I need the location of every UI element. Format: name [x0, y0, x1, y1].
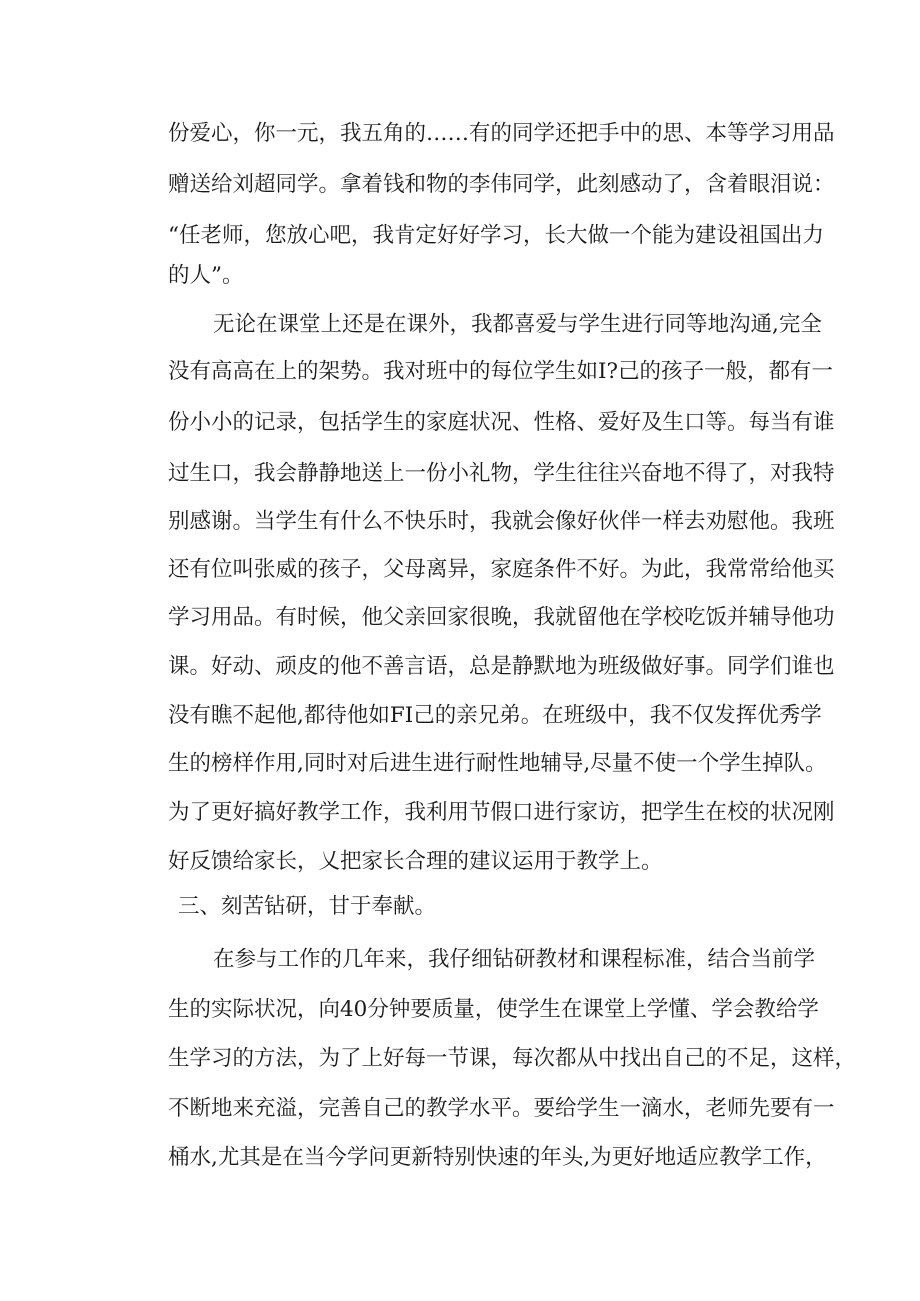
paragraph-line: 生学习的方法，为了上好每一节课，每次都从中找出自己的不足，这样，	[168, 1046, 857, 1071]
paragraph-line: 过生口，我会静静地送上一份小礼物，学生往往兴奋地不得了，对我特	[168, 461, 835, 486]
paragraph-line: 份小小的记录，包括学生的家庭状况、性格、爱好及生口等。每当有谁	[168, 410, 835, 435]
paragraph-line: 无论在课堂上还是在课外，我都喜爱与学生进行同等地沟通,完全	[213, 312, 822, 337]
paragraph-line: “任老师，您放心吧，我肯定好好学习，长大做一个能为建设祖国出力	[168, 223, 824, 248]
paragraph-line: 好反馈给家长，乂把家长合理的建议运用于教学上。	[168, 849, 663, 874]
paragraph-line: 份爱心，你一元，我五角的……有的同学还把手中的思、本等学习用品	[168, 121, 835, 146]
paragraph-line: 生的实际状况，向40分钟要质量，使学生在课堂上学懂、学会教给学	[168, 997, 819, 1022]
paragraph-line: 学习用品。有时候，他父亲回家很晚，我就留他在学校吃饭并辅导他功	[168, 605, 835, 630]
paragraph-line: 桶水,尤其是在当今学问更新特别快速的年头,为更好地适应教学工作，	[168, 1145, 827, 1170]
section-heading: 三、刻苦钻研，甘于奉献。	[178, 894, 437, 919]
paragraph-line: 没有高高在上的架势。我对班中的每位学生如I?己的孩子一般，都有一	[168, 359, 834, 384]
paragraph-line: 别感谢。当学生有什么不快乐时，我就会像好伙伴一样去劝慰他。我班	[168, 509, 835, 534]
paragraph-line: 没有瞧不起他,都待他如FI己的亲兄弟。在班级中，我不仅发挥优秀学	[168, 703, 822, 728]
paragraph-line: 不断地来充溢，完善自己的教学水平。要给学生一滴水，老师先要有一	[168, 1096, 835, 1121]
paragraph-line: 的人”。	[168, 263, 244, 288]
paragraph-line: 在参与工作的几年来，我仔细钻研教材和课程标准，结合当前学	[213, 947, 816, 972]
paragraph-line: 赠送给刘超同学。拿着钱和物的李伟同学，此刻感动了，含着眼泪说：	[168, 172, 835, 197]
paragraph-line: 课。好动、顽皮的他不善言语，总是静默地为班级做好事。同学们谁也	[168, 654, 835, 679]
paragraph-line: 生的榜样作用,同时对后进生进行耐性地辅导,尽量不使一个学生掉队。	[168, 751, 827, 776]
paragraph-line: 为了更好搞好教学工作，我利用节假口进行家访，把学生在校的状况刚	[168, 800, 835, 825]
paragraph-line: 还有位叫张威的孩子，父母离异，家庭条件不好。为此，我常常给他买	[168, 557, 835, 582]
